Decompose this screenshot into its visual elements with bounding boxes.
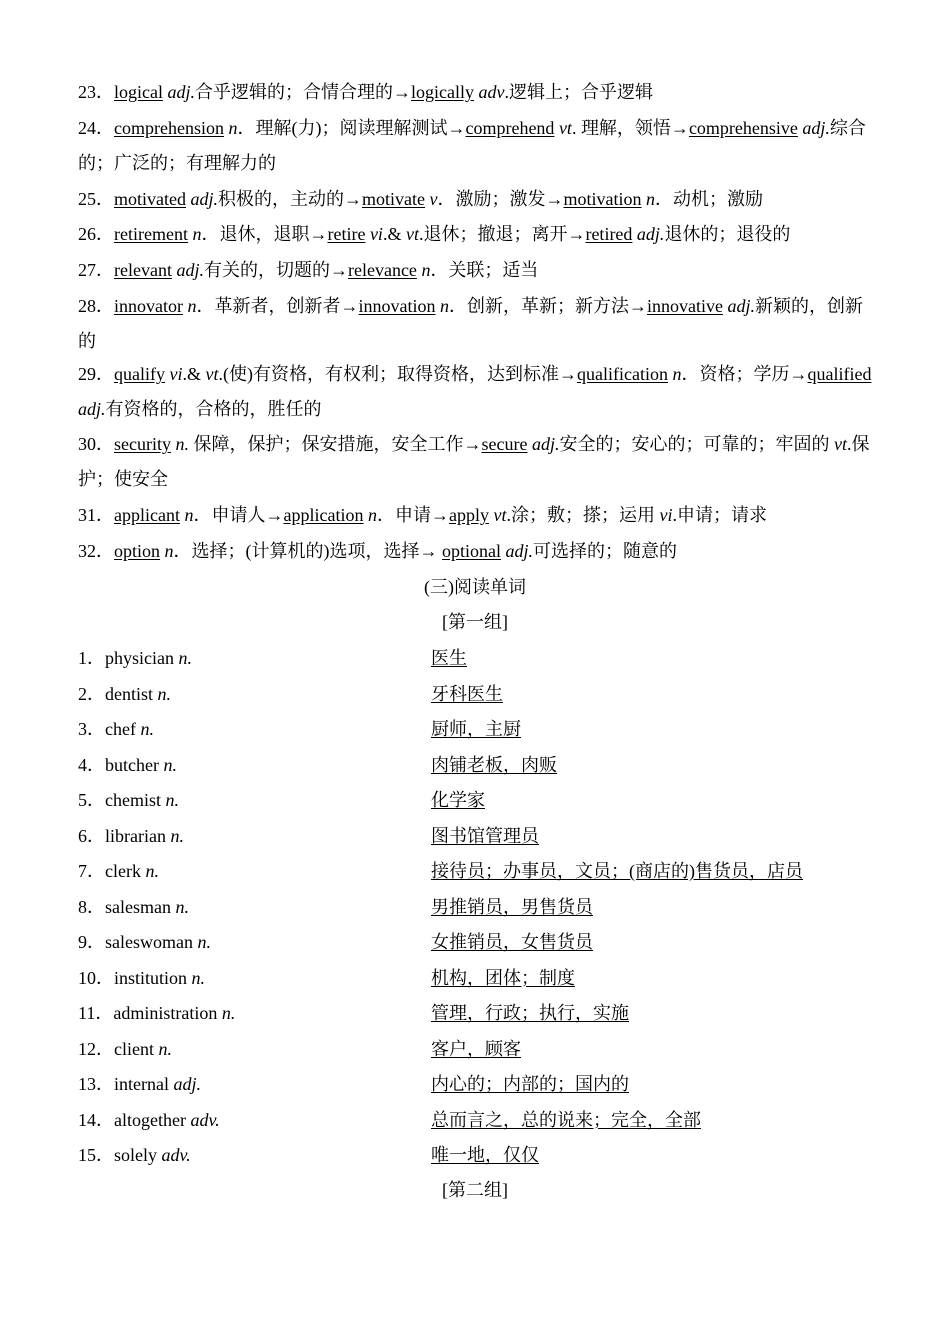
definition-text: 综合的；广泛的；有理解力的 <box>78 118 866 173</box>
definition-text: ．创新，革新；新方法→ <box>449 296 647 316</box>
reading-word-row <box>78 996 878 1031</box>
row-number: 15． <box>78 1145 114 1165</box>
entry-number: 26． <box>78 224 114 244</box>
word-meaning: 唯一地，仅仅 <box>431 1145 539 1165</box>
reading-word <box>78 677 171 712</box>
part-of-speech: vt <box>833 434 847 454</box>
part-of-speech: adv. <box>161 1145 191 1165</box>
part-of-speech: n. <box>175 896 189 917</box>
answer-word: motivation <box>563 189 642 209</box>
word-text: chef <box>105 719 141 739</box>
vocab-entry <box>78 534 878 569</box>
answer-word: comprehension <box>114 118 224 138</box>
word-text: salesman <box>105 896 176 917</box>
definition-text: ．理解(力)；阅读理解测试→ <box>237 118 466 138</box>
row-number: 8． <box>78 896 105 917</box>
part-of-speech: n <box>164 541 174 561</box>
entry-number: 23． <box>78 82 114 102</box>
part-of-speech: n <box>421 260 431 280</box>
group-label-2: [第二组] <box>442 1180 508 1200</box>
definition-text: ．退休，退职→ <box>201 224 328 244</box>
answer-word: relevance <box>347 260 417 280</box>
vocab-entry <box>78 357 878 427</box>
part-of-speech: adj. <box>802 118 830 138</box>
reading-word <box>78 925 211 960</box>
part-of-speech: adj. <box>173 1074 201 1094</box>
row-number: 7． <box>78 861 105 881</box>
reading-word <box>78 1103 220 1138</box>
part-of-speech: n. <box>165 790 179 810</box>
answer-word: motivate <box>362 189 425 209</box>
word-meaning: 图书馆管理员 <box>431 825 539 846</box>
reading-word <box>78 819 184 854</box>
answer-word: application <box>283 505 364 525</box>
row-number: 9． <box>78 932 105 952</box>
row-number: 3． <box>78 719 105 739</box>
answer-word: apply <box>448 505 489 525</box>
part-of-speech: vt <box>493 505 507 525</box>
reading-word-row <box>78 1103 878 1138</box>
reading-word <box>78 1032 172 1067</box>
definition-text: ．关联；适当 <box>430 260 539 280</box>
reading-word-row <box>78 819 878 854</box>
part-of-speech: vi <box>169 364 183 384</box>
row-number: 12． <box>78 1038 114 1059</box>
definition-text: .& <box>382 224 406 244</box>
word-meaning: 管理，行政；执行，实施 <box>431 1003 629 1023</box>
word-meaning: 厨师，主厨 <box>431 719 521 739</box>
definition-text: .退休；撤退；离开→ <box>418 224 586 244</box>
word-meaning: 客户，顾客 <box>431 1038 521 1059</box>
reading-word <box>78 1067 201 1102</box>
reading-word-row <box>78 677 878 712</box>
answer-word: retire <box>327 224 366 244</box>
definition-text: ．申请人→ <box>193 505 284 525</box>
part-of-speech: adj. <box>531 434 560 454</box>
definition-text: .& <box>182 364 206 384</box>
answer-word: qualify <box>114 364 165 384</box>
reading-word-row <box>78 1032 878 1067</box>
part-of-speech: n. <box>140 719 154 739</box>
reading-word <box>78 783 179 818</box>
vocab-entry <box>78 111 878 181</box>
answer-word: applicant <box>114 505 180 525</box>
answer-word: innovator <box>114 296 183 316</box>
row-number: 1． <box>78 648 105 668</box>
word-meaning: 总而言之，总的说来；完全，全部 <box>431 1109 701 1130</box>
group-label-1: [第一组] <box>442 612 508 632</box>
word-text: institution <box>114 967 192 988</box>
vocab-entry <box>78 182 878 217</box>
part-of-speech: n. <box>197 932 211 952</box>
word-text: administration <box>113 1003 222 1023</box>
word-meaning: 男推销员，男售货员 <box>431 896 593 917</box>
word-meaning: 牙科医生 <box>431 683 503 704</box>
part-of-speech: n <box>192 224 202 244</box>
definition-text: 安全的；安心的；可靠的；牢固的 <box>559 434 834 454</box>
definition-text: .涂；敷；搽；运用 <box>506 505 660 525</box>
answer-word: comprehend <box>465 118 555 138</box>
reading-word-row <box>78 712 878 747</box>
definition-text: 新颖的，创新的 <box>78 296 863 351</box>
entry-number: 29． <box>78 364 114 384</box>
word-meaning: 化学家 <box>431 790 485 810</box>
part-of-speech: n. <box>175 434 189 454</box>
reading-word-row <box>78 925 878 960</box>
reading-word <box>78 641 192 676</box>
entry-number: 31． <box>78 505 114 525</box>
word-text: chemist <box>105 790 166 810</box>
part-of-speech: n <box>228 118 238 138</box>
part-of-speech: adj. <box>176 260 204 280</box>
reading-word <box>78 890 189 925</box>
word-meaning: 女推销员，女售货员 <box>431 932 593 952</box>
definition-text: ．动机；激励 <box>654 189 763 209</box>
reading-word <box>78 961 205 996</box>
answer-word: option <box>114 541 161 561</box>
part-of-speech: adj. <box>190 189 218 209</box>
definition-text: .申请；请求 <box>672 505 767 525</box>
reading-word-row <box>78 1067 878 1102</box>
answer-word: innovation <box>358 296 436 316</box>
answer-word: comprehensive <box>688 118 798 138</box>
vocab-entry <box>78 253 878 288</box>
vocab-entry <box>78 289 878 359</box>
part-of-speech: adj. <box>167 82 195 102</box>
word-text: physician <box>105 648 179 668</box>
definition-text: 可选择的；随意的 <box>533 541 678 561</box>
word-meaning: 内心的；内部的；国内的 <box>431 1074 629 1094</box>
entry-number: 24． <box>78 118 114 138</box>
reading-word <box>78 712 154 747</box>
definition-text: 有关的，切题的→ <box>203 260 348 280</box>
word-meaning: 肉铺老板，肉贩 <box>431 754 557 775</box>
part-of-speech: n <box>672 364 682 384</box>
part-of-speech: n. <box>178 648 192 668</box>
definition-text: .逻辑上；合乎逻辑 <box>504 82 653 102</box>
word-text: client <box>114 1038 159 1059</box>
part-of-speech: adj. <box>636 224 665 244</box>
answer-word: logically <box>411 82 474 102</box>
vocab-entry <box>78 498 878 533</box>
definition-text: 积极的，主动的→ <box>218 189 362 209</box>
entry-number: 30． <box>78 434 114 454</box>
answer-word: qualified <box>807 364 872 384</box>
word-text: clerk <box>105 861 146 881</box>
definition-text: . 理解，领悟→ <box>571 118 689 138</box>
part-of-speech: vi <box>659 505 673 525</box>
row-number: 5． <box>78 790 105 810</box>
word-text: dentist <box>105 683 158 704</box>
part-of-speech: n. <box>221 1003 236 1023</box>
word-text: librarian <box>105 825 171 846</box>
answer-word: security <box>114 434 171 454</box>
part-of-speech: n <box>440 296 449 316</box>
definition-text: ．申请→ <box>376 505 449 525</box>
reading-word-row <box>78 890 878 925</box>
definition-text: ．革新者，创新者→ <box>196 296 359 316</box>
part-of-speech: n. <box>163 754 177 775</box>
answer-word: motivated <box>114 189 186 209</box>
part-of-speech: n. <box>191 967 206 988</box>
word-text: altogether <box>114 1109 191 1130</box>
definition-text: 有资格的，合格的，胜任的 <box>105 399 322 419</box>
row-number: 4． <box>78 754 105 775</box>
vocab-entry <box>78 217 878 252</box>
entry-number: 25． <box>78 189 114 209</box>
definition-text: 合乎逻辑的；合情合理的→ <box>195 82 411 102</box>
definition-text: ．选择；(计算机的)选项，选择→ <box>173 541 443 561</box>
word-text: solely <box>114 1145 162 1165</box>
row-number: 6． <box>78 825 105 846</box>
word-text: butcher <box>105 754 164 775</box>
part-of-speech: n <box>645 189 655 209</box>
definition-text: .保护；使安全 <box>78 434 870 489</box>
reading-word <box>78 1138 191 1173</box>
reading-word-row <box>78 1138 878 1173</box>
answer-word: retired <box>585 224 633 244</box>
definition-text: ．激励；激发→ <box>437 189 564 209</box>
reading-word-row <box>78 641 878 676</box>
part-of-speech: v <box>429 189 438 209</box>
reading-word <box>78 854 159 889</box>
word-text: internal <box>114 1074 174 1094</box>
row-number: 10． <box>78 967 114 988</box>
answer-word: qualification <box>577 364 668 384</box>
part-of-speech: n. <box>170 825 184 846</box>
answer-word: innovative <box>647 296 723 316</box>
definition-text: .(使)有资格，有权利；取得资格，达到标准→ <box>218 364 578 384</box>
part-of-speech: n <box>187 296 197 316</box>
reading-word-row <box>78 783 878 818</box>
part-of-speech: adv <box>478 82 505 102</box>
answer-word: logical <box>114 82 163 102</box>
part-of-speech: vi <box>369 224 383 244</box>
answer-word: secure <box>481 434 528 454</box>
row-number: 14． <box>78 1109 114 1130</box>
entry-number: 32． <box>78 541 114 561</box>
vocab-entry <box>78 427 878 497</box>
answer-word: relevant <box>114 260 172 280</box>
word-meaning: 医生 <box>431 648 467 668</box>
part-of-speech: n. <box>158 1038 172 1059</box>
section-title: (三)阅读单词 <box>424 577 526 597</box>
vocab-entry <box>78 75 878 110</box>
part-of-speech: n <box>367 505 377 525</box>
part-of-speech: n <box>184 505 194 525</box>
reading-word <box>78 748 177 783</box>
answer-word: retirement <box>114 224 188 244</box>
entry-number: 27． <box>78 260 114 280</box>
part-of-speech: vt <box>558 118 572 138</box>
definition-text: 保障，保护；保安措施，安全工作→ <box>188 434 482 454</box>
part-of-speech: vt <box>405 224 419 244</box>
reading-word <box>78 996 235 1031</box>
word-meaning: 机构，团体；制度 <box>431 967 575 988</box>
part-of-speech: adj. <box>78 399 106 419</box>
word-meaning: 接待员；办事员，文员；(商店的)售货员，店员 <box>431 861 803 881</box>
answer-word: optional <box>442 541 502 561</box>
word-text: saleswoman <box>105 932 198 952</box>
part-of-speech: adj. <box>727 296 755 316</box>
definition-text: 退休的；退役的 <box>664 224 791 244</box>
entry-number: 28． <box>78 296 114 316</box>
part-of-speech: n. <box>145 861 159 881</box>
reading-word-row <box>78 748 878 783</box>
part-of-speech: adv. <box>190 1109 220 1130</box>
row-number: 11． <box>78 1003 114 1023</box>
part-of-speech: adj. <box>505 541 534 561</box>
part-of-speech: vt <box>205 364 219 384</box>
row-number: 2． <box>78 683 105 704</box>
definition-text: ．资格；学历→ <box>681 364 808 384</box>
row-number: 13． <box>78 1074 114 1094</box>
reading-word-row <box>78 854 878 889</box>
part-of-speech: n. <box>157 683 171 704</box>
reading-word-row <box>78 961 878 996</box>
